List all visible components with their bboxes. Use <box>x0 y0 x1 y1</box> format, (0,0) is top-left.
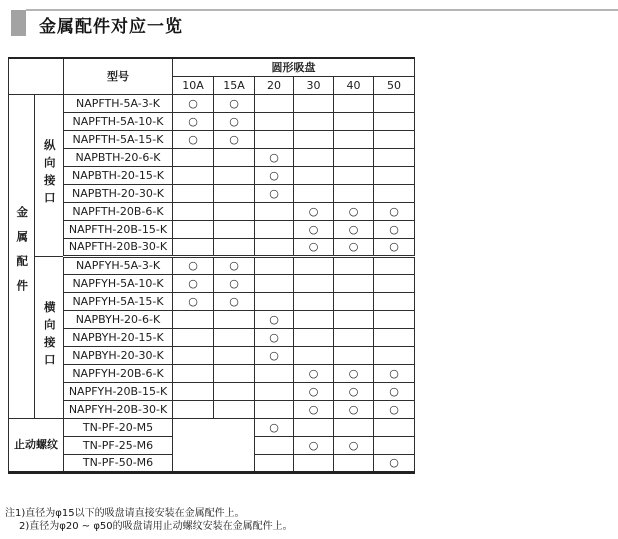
mark-cell <box>334 256 374 274</box>
mark-cell: ○ <box>294 220 334 238</box>
table-row <box>9 364 415 382</box>
mark-cell <box>374 166 415 184</box>
mark-cell <box>173 382 214 400</box>
mark-cell: ○ <box>173 130 214 148</box>
merged-blank-cell <box>173 418 255 472</box>
model-cell: NAPFYH-5A-3-K <box>64 256 173 274</box>
table-row <box>9 130 415 148</box>
mark-cell: ○ <box>374 454 415 472</box>
model-cell: NAPBTH-20-30-K <box>64 184 173 202</box>
table-row <box>9 166 415 184</box>
title-accent-square <box>11 10 26 36</box>
model-cell: NAPFTH-5A-15-K <box>64 130 173 148</box>
header-size-10a: 10A <box>173 76 214 94</box>
table-row <box>9 148 415 166</box>
mark-cell <box>334 112 374 130</box>
mark-cell: ○ <box>334 436 374 454</box>
mark-cell: ○ <box>374 238 415 256</box>
table-row <box>9 256 415 274</box>
mark-cell <box>294 328 334 346</box>
model-cell: NAPFTH-20B-6-K <box>64 202 173 220</box>
mark-cell <box>173 310 214 328</box>
mark-cell <box>173 184 214 202</box>
model-cell: NAPFYH-20B-15-K <box>64 382 173 400</box>
model-cell: NAPFTH-20B-30-K <box>64 238 173 256</box>
mark-cell <box>214 382 255 400</box>
mark-cell <box>255 256 294 274</box>
group-label: 横向接口 <box>42 301 57 371</box>
table-row <box>9 382 415 400</box>
header-size-30: 30 <box>294 76 334 94</box>
model-cell: NAPFYH-5A-10-K <box>64 274 173 292</box>
mark-cell <box>255 112 294 130</box>
mark-cell <box>214 310 255 328</box>
category-metal-fittings <box>9 94 35 418</box>
mark-cell <box>255 400 294 418</box>
mark-cell <box>294 184 334 202</box>
corner-cell <box>9 58 64 94</box>
model-cell: NAPBYH-20-6-K <box>64 310 173 328</box>
mark-cell <box>374 148 415 166</box>
page-title: 金属配件对应一览 <box>39 17 183 37</box>
mark-cell <box>374 346 415 364</box>
mark-cell <box>374 112 415 130</box>
mark-cell: ○ <box>294 436 334 454</box>
mark-cell <box>334 418 374 436</box>
model-cell: NAPFYH-20B-30-K <box>64 400 173 418</box>
mark-cell: ○ <box>374 220 415 238</box>
mark-cell <box>334 328 374 346</box>
mark-cell: ○ <box>294 382 334 400</box>
mark-cell <box>294 94 334 112</box>
mark-cell <box>334 130 374 148</box>
mark-cell <box>255 130 294 148</box>
model-cell: TN-PF-25-M6 <box>64 436 173 454</box>
mark-cell <box>374 130 415 148</box>
mark-cell: ○ <box>255 166 294 184</box>
note-line-2: 2)直径为φ20 ~ φ50的吸盘请用止动螺纹安装在金属配件上。 <box>19 521 293 532</box>
mark-cell: ○ <box>173 94 214 112</box>
mark-cell: ○ <box>255 346 294 364</box>
table-row <box>9 418 415 436</box>
mark-cell <box>173 166 214 184</box>
mark-cell: ○ <box>374 202 415 220</box>
table-row <box>9 238 415 256</box>
group-label: 止动螺纹 <box>14 438 58 451</box>
mark-cell <box>294 130 334 148</box>
mark-cell <box>374 292 415 310</box>
mark-cell <box>214 400 255 418</box>
mark-cell: ○ <box>214 292 255 310</box>
model-cell: TN-PF-20-M5 <box>64 418 173 436</box>
mark-cell <box>173 346 214 364</box>
note-line-1: 注1)直径为φ15以下的吸盘请直接安装在金属配件上。 <box>5 508 245 519</box>
mark-cell <box>294 454 334 472</box>
mark-cell: ○ <box>255 310 294 328</box>
header-size-20: 20 <box>255 76 294 94</box>
group-stop-screw <box>9 418 64 472</box>
mark-cell <box>255 454 294 472</box>
header-model: 型号 <box>64 58 173 94</box>
mark-cell <box>214 220 255 238</box>
mark-cell: ○ <box>334 220 374 238</box>
model-cell: NAPBYH-20-15-K <box>64 328 173 346</box>
table-row <box>9 292 415 310</box>
category-label: 金属配件 <box>15 206 30 304</box>
mark-cell <box>294 418 334 436</box>
table-row <box>9 274 415 292</box>
mark-cell: ○ <box>294 400 334 418</box>
header-row-1 <box>9 58 415 76</box>
mark-cell <box>255 274 294 292</box>
mark-cell <box>173 220 214 238</box>
mark-cell: ○ <box>334 382 374 400</box>
mark-cell <box>173 364 214 382</box>
model-cell: NAPFYH-5A-15-K <box>64 292 173 310</box>
mark-cell <box>294 292 334 310</box>
mark-cell: ○ <box>214 130 255 148</box>
header-size-50: 50 <box>374 76 415 94</box>
mark-cell: ○ <box>255 418 294 436</box>
mark-cell <box>173 148 214 166</box>
mark-cell <box>334 148 374 166</box>
mark-cell <box>255 202 294 220</box>
mark-cell: ○ <box>334 238 374 256</box>
mark-cell: ○ <box>374 382 415 400</box>
header-size-15a: 15A <box>214 76 255 94</box>
model-cell: NAPBTH-20-15-K <box>64 166 173 184</box>
mark-cell: ○ <box>173 292 214 310</box>
mark-cell: ○ <box>255 148 294 166</box>
table-row <box>9 346 415 364</box>
title-divider-rule <box>26 9 618 11</box>
model-cell: NAPFTH-5A-3-K <box>64 94 173 112</box>
mark-cell <box>294 256 334 274</box>
mark-cell <box>214 364 255 382</box>
mark-cell <box>255 94 294 112</box>
mark-cell <box>294 346 334 364</box>
mark-cell <box>294 166 334 184</box>
model-cell: TN-PF-50-M6 <box>64 454 173 472</box>
mark-cell <box>173 238 214 256</box>
mark-cell <box>255 436 294 454</box>
mark-cell <box>214 148 255 166</box>
mark-cell <box>334 274 374 292</box>
mark-cell <box>173 328 214 346</box>
mark-cell: ○ <box>294 238 334 256</box>
group-label: 纵向接口 <box>42 139 57 209</box>
model-cell: NAPBTH-20-6-K <box>64 148 173 166</box>
mark-cell <box>374 256 415 274</box>
mark-cell <box>374 94 415 112</box>
model-cell: NAPBYH-20-30-K <box>64 346 173 364</box>
mark-cell <box>173 202 214 220</box>
mark-cell: ○ <box>173 274 214 292</box>
mark-cell <box>255 364 294 382</box>
mark-cell <box>214 184 255 202</box>
group-vertical-port <box>35 94 64 256</box>
mark-cell <box>374 184 415 202</box>
mark-cell: ○ <box>334 364 374 382</box>
table-row <box>9 400 415 418</box>
group-horizontal-port <box>35 256 64 418</box>
mark-cell <box>334 454 374 472</box>
table-row <box>9 310 415 328</box>
table-row <box>9 94 415 112</box>
mark-cell: ○ <box>255 184 294 202</box>
mark-cell: ○ <box>173 112 214 130</box>
mark-cell <box>374 418 415 436</box>
mark-cell <box>374 436 415 454</box>
fittings-table <box>8 57 415 474</box>
mark-cell <box>214 328 255 346</box>
mark-cell <box>334 292 374 310</box>
mark-cell <box>255 382 294 400</box>
header-size-40: 40 <box>334 76 374 94</box>
mark-cell <box>374 328 415 346</box>
model-cell: NAPFTH-5A-10-K <box>64 112 173 130</box>
mark-cell <box>374 274 415 292</box>
mark-cell <box>214 166 255 184</box>
model-cell: NAPFYH-20B-6-K <box>64 364 173 382</box>
mark-cell <box>255 238 294 256</box>
table-row <box>9 112 415 130</box>
mark-cell <box>334 166 374 184</box>
mark-cell: ○ <box>334 400 374 418</box>
mark-cell: ○ <box>294 202 334 220</box>
mark-cell <box>173 400 214 418</box>
header-cup-group: 圆形吸盘 <box>173 58 415 76</box>
mark-cell <box>214 202 255 220</box>
mark-cell: ○ <box>214 112 255 130</box>
mark-cell <box>334 184 374 202</box>
mark-cell: ○ <box>214 256 255 274</box>
mark-cell <box>255 292 294 310</box>
mark-cell: ○ <box>173 256 214 274</box>
mark-cell <box>214 238 255 256</box>
mark-cell <box>334 94 374 112</box>
mark-cell <box>334 346 374 364</box>
table-row <box>9 328 415 346</box>
model-cell: NAPFTH-20B-15-K <box>64 220 173 238</box>
mark-cell <box>255 220 294 238</box>
mark-cell <box>214 346 255 364</box>
mark-cell <box>294 148 334 166</box>
mark-cell <box>294 274 334 292</box>
table-row <box>9 202 415 220</box>
mark-cell <box>294 310 334 328</box>
mark-cell: ○ <box>374 400 415 418</box>
mark-cell: ○ <box>214 274 255 292</box>
mark-cell: ○ <box>334 202 374 220</box>
mark-cell: ○ <box>294 364 334 382</box>
mark-cell <box>374 310 415 328</box>
table-row <box>9 184 415 202</box>
table-row <box>9 220 415 238</box>
mark-cell: ○ <box>374 364 415 382</box>
footnotes <box>5 507 293 533</box>
mark-cell <box>294 112 334 130</box>
mark-cell: ○ <box>214 94 255 112</box>
mark-cell <box>334 310 374 328</box>
mark-cell: ○ <box>255 328 294 346</box>
